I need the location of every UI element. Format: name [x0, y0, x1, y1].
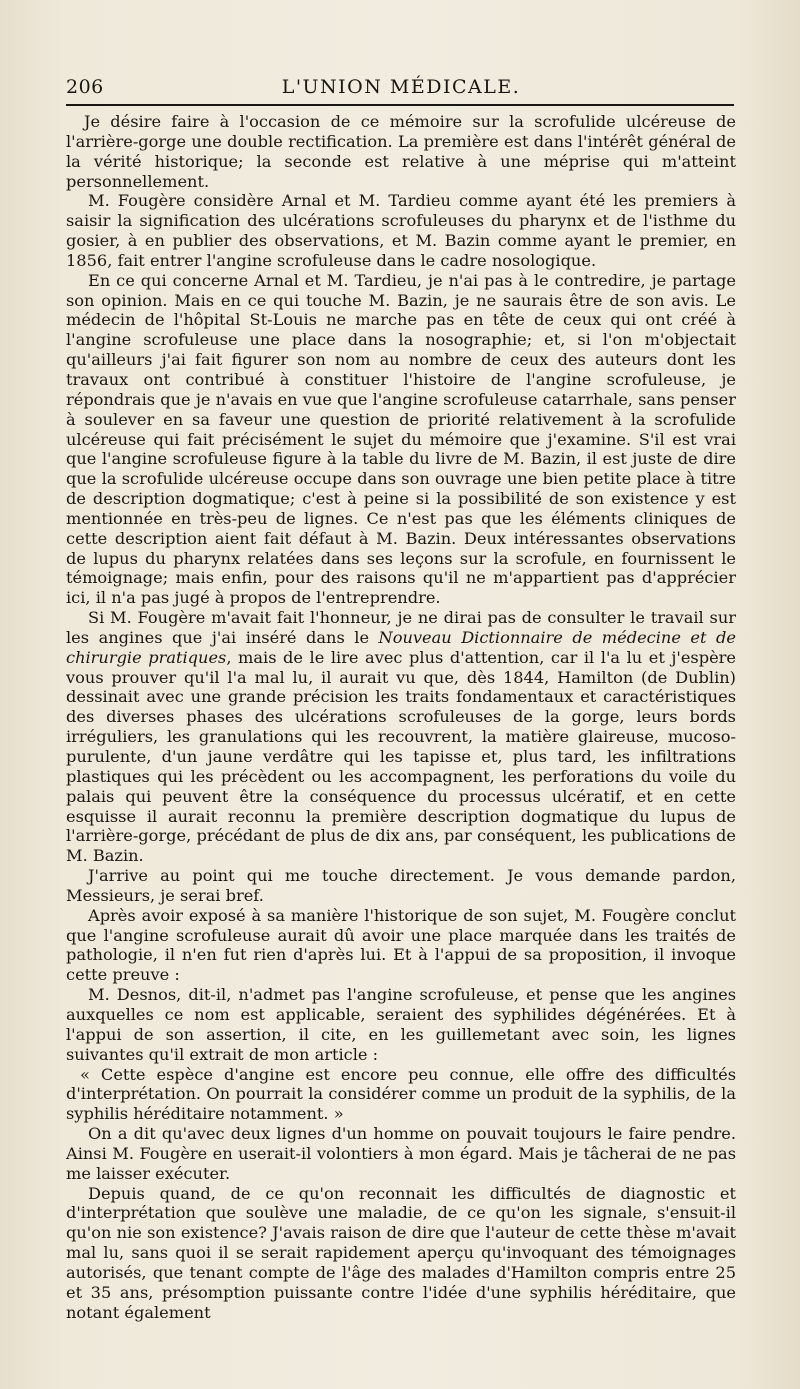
- page-header: [66, 70, 736, 100]
- paragraph: Après avoir exposé à sa manière l'historique de son sujet, M. Fougère conclut que l'angine scrofuleuse aurait dû avoir une place marquée dans les traités de pathologie, il n'en fut rien d'après lui. Et à l'appui de sa proposition, il invoque cette preuve :: [66, 905, 736, 985]
- paragraph-text: , mais de le lire avec plus d'attention, car il l'a lu et j'espère vous prouver qu'il l'a mal lu, il aurait vu que, dès 1844, Hamilton (de Dublin) dessinait avec une grande précision les traits fondamentaux et caractéristiques des diverses phases des ulcérations scrofuleuses de la gorge, leurs bords irréguliers, les granulations qui les recouvrent, la matière glaireuse, mucoso-purulente, d'un jaune verdâtre qui les tapisse et, plus tard, les infiltrations plastiques qui les précèdent ou les accompagnent, les perforations du voile du palais qui peuvent être la conséquence du processus ulcératif, et en cette esquisse il aurait reconnu la première description dogmatique du lupus de l'arrière-gorge, précédant de plus de dix ans, par conséquent, les publications de M. Bazin.: [66, 647, 736, 866]
- header-rule: [66, 104, 734, 106]
- paragraph: En ce qui concerne Arnal et M. Tardieu, je n'ai pas à le contredire, je partage son opinion. Mais en ce qui touche M. Bazin, je ne saurais être de son avis. Le médecin de l'hôpital St-Louis ne marche pas en tête de ceux qui ont créé à l'angine scrofuleuse une place dans la nosographie; et, si l'on m'objectait qu'ailleurs j'ai fait figurer son nom au nombre de ceux des auteurs dont les travaux ont contribué à constituer l'histoire de l'angine scrofuleuse, je répondrais que je n'avais en vue que l'angine scrofuleuse catarrhale, sans penser à soulever en sa faveur une question de priorité relativement à la scrofulide ulcéreuse qui fait précisément le sujet du mémoire que j'examine. S'il est vrai que l'angine scrofuleuse figure à la table du livre de M. Bazin, il est juste de dire que la scrofulide ulcéreuse occupe dans son ouvrage une bien petite place à titre de description dogmatique; c'est à peine si la possibilité de son existence y est mentionnée en très-peu de lignes. Ce n'est pas que les éléments cliniques de cette description aient fait défaut à M. Bazin. Deux intéressantes observations de lupus du pharynx relatées dans ses leçons sur la scrofule, en fournissent le témoignage; mais enfin, pour des raisons qu'il ne m'appartient pas d'apprécier ici, il n'a pas jugé à propos de l'entreprendre.: [66, 270, 736, 608]
- paragraph: Je désire faire à l'occasion de ce mémoire sur la scrofulide ulcéreuse de l'arrière-gorge une double rectification. La première est dans l'intérêt général de la vérité historique; la seconde est relative à une méprise qui m'atteint personnellement.: [66, 112, 736, 191]
- paragraph: M. Desnos, dit-il, n'admet pas l'angine scrofuleuse, et pense que les angines auxquelles ce nom est applicable, seraient des syphilides dégénérées. Et à l'appui de son assertion, il cite, en les guillemetant avec soin, les lignes suivantes qu'il extrait de mon article :: [66, 985, 736, 1064]
- paragraph: M. Fougère considère Arnal et M. Tardieu comme ayant été les premiers à saisir la signification des ulcérations scrofuleuses du pharynx et de l'isthme du gosier, à en publier des observations, et M. Bazin comme ayant le premier, en 1856, fait entrer l'angine scrofuleuse dans le cadre nosologique.: [66, 191, 736, 270]
- page-number: 206: [66, 76, 104, 98]
- article-body: [66, 112, 736, 1322]
- block-quote: « Cette espèce d'angine est encore peu connue, elle offre des difficultés d'interprétation. On pourrait la considérer comme un produit de la syphilis, de la syphilis héréditaire notamment. »: [66, 1064, 736, 1124]
- paragraph-text: Si M. Fougère m'avait fait l'honneur, je ne dirai pas de consulter le travail sur les angines que j'ai inséré dans le: [66, 608, 736, 647]
- running-title: L'UNION MÉDICALE.: [281, 76, 521, 98]
- paragraph: Depuis quand, de ce qu'on reconnait les difficultés de diagnostic et d'interprétation que soulève une maladie, de ce qu'on les signale, s'ensuit-il qu'on nie son existence? J'avais raison de dire que l'auteur de cette thèse m'avait mal lu, sans quoi il se serait rapidement aperçu qu'invoquant des témoignages autorisés, que tenant compte de l'âge des malades d'Hamilton compris entre 25 et 35 ans, présomption puissante contre l'idée d'une syphilis héréditaire, que notant également: [66, 1183, 736, 1322]
- cited-title: Nouveau Dictionnaire de médecine et de chirurgie pratiques: [66, 627, 736, 667]
- paragraph: [66, 608, 736, 866]
- paragraph: J'arrive au point qui me touche directement. Je vous demande pardon, Messieurs, je serai bref.: [66, 866, 736, 905]
- paragraph: On a dit qu'avec deux lignes d'un homme on pouvait toujours le faire pendre. Ainsi M. Fougère en userait-il volontiers à mon égard. Mais je tâcherai de ne pas me laisser exécuter.: [66, 1124, 736, 1183]
